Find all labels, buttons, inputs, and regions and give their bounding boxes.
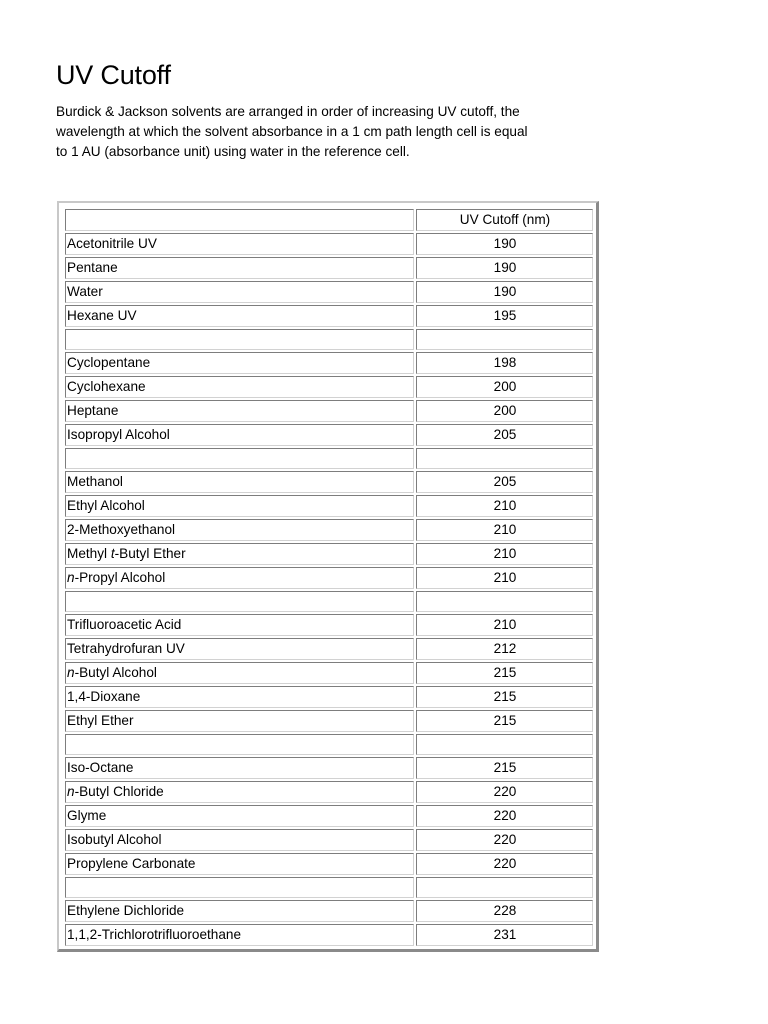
solvent-name-italic-part: n — [67, 784, 75, 799]
uv-cutoff-value-cell: 212 — [416, 638, 593, 660]
solvent-name-suffix: -Butyl Alcohol — [74, 665, 157, 680]
uv-cutoff-value-cell: 205 — [416, 424, 593, 446]
solvent-name-cell: Ethylene Dichloride — [65, 900, 414, 922]
uv-cutoff-value-cell: 215 — [416, 662, 593, 684]
table-row — [65, 424, 593, 446]
uv-cutoff-value-cell: 210 — [416, 519, 593, 541]
solvent-name-cell — [65, 543, 414, 565]
solvent-name-cell: Methanol — [65, 471, 414, 493]
uv-cutoff-value-cell: 200 — [416, 376, 593, 398]
table-row — [65, 400, 593, 422]
table-row — [65, 638, 593, 660]
solvent-name-cell: Isobutyl Alcohol — [65, 829, 414, 851]
solvent-name-cell: Tetrahydrofuran UV — [65, 638, 414, 660]
solvent-name-cell: Ethyl Alcohol — [65, 495, 414, 517]
table-row — [65, 829, 593, 851]
solvent-name-cell: Iso-Octane — [65, 757, 414, 779]
uv-cutoff-table-frame — [57, 201, 599, 952]
uv-cutoff-value-cell: 220 — [416, 829, 593, 851]
uv-cutoff-value-cell: 228 — [416, 900, 593, 922]
uv-cutoff-value-cell: 210 — [416, 614, 593, 636]
table-header-row — [65, 209, 593, 231]
uv-cutoff-value-cell: 200 — [416, 400, 593, 422]
header-solvent-cell — [65, 209, 414, 231]
solvent-name-suffix: -Propyl Alcohol — [74, 570, 166, 585]
table-row — [65, 281, 593, 303]
uv-cutoff-value-cell: 205 — [416, 471, 593, 493]
solvent-name-italic-part: n — [67, 570, 75, 585]
table-row — [65, 900, 593, 922]
table-row — [65, 352, 593, 374]
solvent-name-italic-part: t — [110, 546, 115, 561]
table-body — [65, 233, 593, 946]
table-row — [65, 805, 593, 827]
table-row — [65, 543, 593, 565]
solvent-name-cell: Cyclopentane — [65, 352, 414, 374]
uv-cutoff-value-cell: 220 — [416, 805, 593, 827]
uv-cutoff-value-cell: 231 — [416, 924, 593, 946]
header-uv-cutoff-cell: UV Cutoff (nm) — [416, 209, 593, 231]
uv-cutoff-value-cell: 215 — [416, 686, 593, 708]
table-row — [65, 710, 593, 732]
solvent-name-cell — [65, 329, 414, 350]
table-row — [65, 305, 593, 327]
solvent-name-cell: 1,1,2-Trichlorotrifluoroethane — [65, 924, 414, 946]
solvent-name-cell — [65, 734, 414, 755]
uv-cutoff-value-cell — [416, 329, 593, 350]
solvent-name-cell: Pentane — [65, 257, 414, 279]
table-row — [65, 614, 593, 636]
solvent-name-cell: Glyme — [65, 805, 414, 827]
table-row — [65, 519, 593, 541]
solvent-name-cell — [65, 591, 414, 612]
solvent-name-cell: Propylene Carbonate — [65, 853, 414, 875]
uv-cutoff-value-cell: 195 — [416, 305, 593, 327]
solvent-name-cell: Trifluoroacetic Acid — [65, 614, 414, 636]
spacer-row — [65, 734, 593, 755]
uv-cutoff-value-cell: 220 — [416, 781, 593, 803]
spacer-row — [65, 329, 593, 350]
solvent-name-suffix: -Butyl Chloride — [74, 784, 164, 799]
table-row — [65, 924, 593, 946]
uv-cutoff-value-cell: 215 — [416, 710, 593, 732]
uv-cutoff-value-cell: 210 — [416, 543, 593, 565]
uv-cutoff-value-cell: 190 — [416, 257, 593, 279]
solvent-name-cell: Hexane UV — [65, 305, 414, 327]
uv-cutoff-value-cell: 190 — [416, 233, 593, 255]
table-row — [65, 495, 593, 517]
uv-cutoff-value-cell: 210 — [416, 495, 593, 517]
uv-cutoff-value-cell — [416, 591, 593, 612]
table-row — [65, 233, 593, 255]
solvent-name-prefix: Methyl — [67, 546, 111, 561]
table-row — [65, 853, 593, 875]
solvent-name-cell — [65, 781, 414, 803]
table-row — [65, 567, 593, 589]
solvent-name-cell: 1,4-Dioxane — [65, 686, 414, 708]
uv-cutoff-value-cell: 190 — [416, 281, 593, 303]
table-row — [65, 686, 593, 708]
page-title: UV Cutoff — [56, 60, 171, 90]
solvent-name-cell: 2-Methoxyethanol — [65, 519, 414, 541]
table-row — [65, 376, 593, 398]
table-row — [65, 662, 593, 684]
uv-cutoff-value-cell: 215 — [416, 757, 593, 779]
spacer-row — [65, 877, 593, 898]
table-row — [65, 471, 593, 493]
uv-cutoff-value-cell: 198 — [416, 352, 593, 374]
solvent-name-cell: Water — [65, 281, 414, 303]
intro-paragraph: Burdick & Jackson solvents are arranged in order of increasing UV cutoff, the wavelength at which the solvent absorbance in a 1 cm path length cell is equal to 1 AU (absorbance unit) using water in the reference cell. — [56, 104, 528, 159]
uv-cutoff-value-cell — [416, 877, 593, 898]
solvent-name-cell — [65, 448, 414, 469]
uv-cutoff-value-cell — [416, 734, 593, 755]
solvent-name-suffix: -Butyl Ether — [114, 546, 186, 561]
table-row — [65, 757, 593, 779]
table-row — [65, 257, 593, 279]
spacer-row — [65, 448, 593, 469]
spacer-row — [65, 591, 593, 612]
uv-cutoff-value-cell — [416, 448, 593, 469]
uv-cutoff-table — [63, 207, 595, 948]
uv-cutoff-value-cell: 210 — [416, 567, 593, 589]
solvent-name-cell — [65, 662, 414, 684]
solvent-name-cell — [65, 567, 414, 589]
uv-cutoff-value-cell: 220 — [416, 853, 593, 875]
solvent-name-italic-part: n — [67, 665, 75, 680]
table-row — [65, 781, 593, 803]
solvent-name-cell: Heptane — [65, 400, 414, 422]
solvent-name-cell — [65, 877, 414, 898]
solvent-name-cell: Isopropyl Alcohol — [65, 424, 414, 446]
solvent-name-cell: Acetonitrile UV — [65, 233, 414, 255]
solvent-name-cell: Ethyl Ether — [65, 710, 414, 732]
solvent-name-cell: Cyclohexane — [65, 376, 414, 398]
